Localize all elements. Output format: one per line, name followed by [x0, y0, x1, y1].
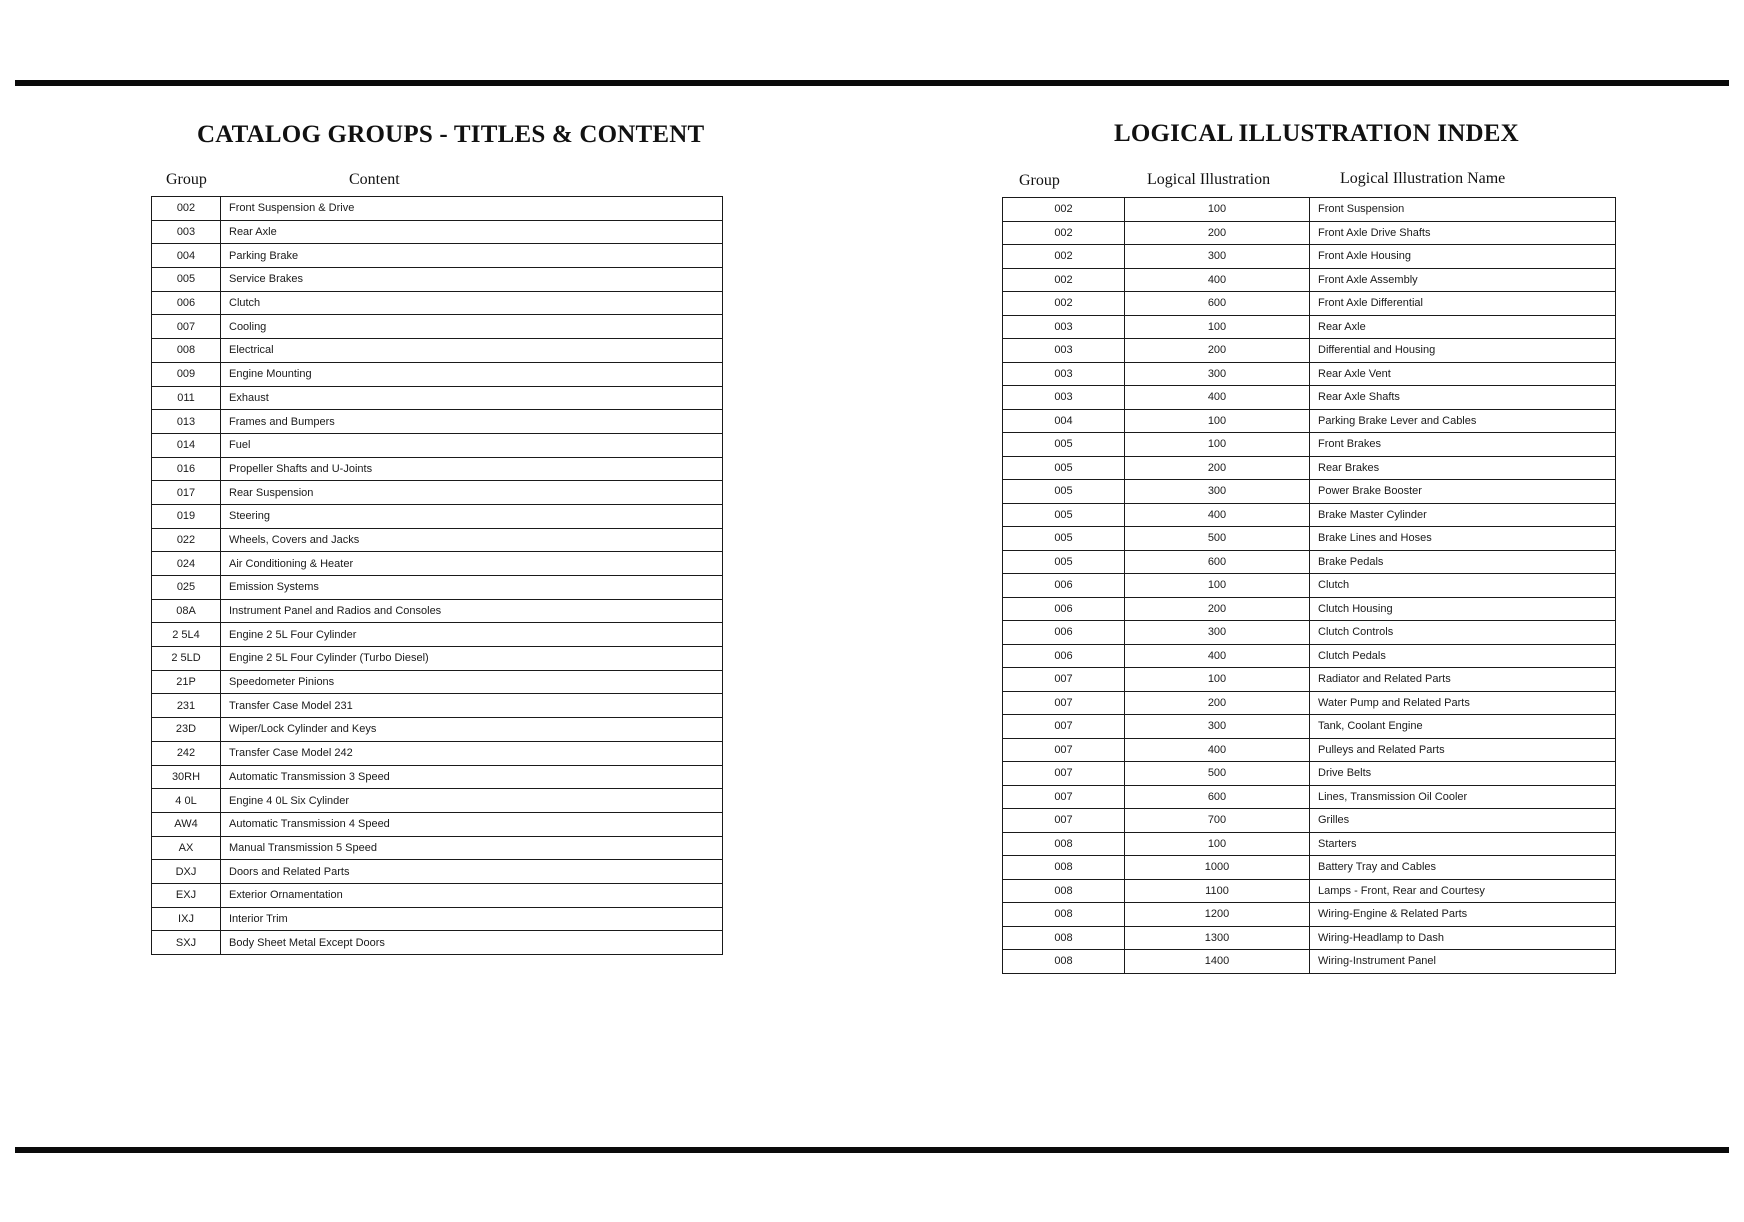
- table-row: [152, 694, 723, 718]
- logical-illustration-name-cell: Grilles: [1310, 809, 1616, 833]
- logical-illustration-name-cell: Battery Tray and Cables: [1310, 856, 1616, 880]
- logical-illustration-name-cell: Power Brake Booster: [1310, 480, 1616, 504]
- table-row: [152, 457, 723, 481]
- table-row: [152, 291, 723, 315]
- logical-illustration-name-cell: Wiring-Instrument Panel: [1310, 950, 1616, 974]
- table-row: [1003, 245, 1616, 269]
- content-cell: Electrical: [221, 339, 723, 363]
- table-row: [152, 931, 723, 955]
- group-cell: EXJ: [152, 883, 221, 907]
- logical-illustration-cell: 100: [1125, 198, 1310, 222]
- table-row: [152, 883, 723, 907]
- logical-illustration-cell: 300: [1125, 715, 1310, 739]
- content-cell: Transfer Case Model 242: [221, 741, 723, 765]
- group-cell: 007: [1003, 668, 1125, 692]
- table-row: [152, 623, 723, 647]
- table-row: [1003, 856, 1616, 880]
- logical-illustration-cell: 100: [1125, 433, 1310, 457]
- group-cell: 242: [152, 741, 221, 765]
- content-cell: Wiper/Lock Cylinder and Keys: [221, 718, 723, 742]
- logical-illustration-cell: 600: [1125, 292, 1310, 316]
- logical-illustration-name-cell: Starters: [1310, 832, 1616, 856]
- content-cell: Engine 2 5L Four Cylinder: [221, 623, 723, 647]
- logical-illustration-cell: 100: [1125, 409, 1310, 433]
- table-row: [1003, 715, 1616, 739]
- left-header-group: Group: [166, 171, 207, 188]
- logical-illustration-cell: 1400: [1125, 950, 1310, 974]
- table-row: [152, 789, 723, 813]
- group-cell: 017: [152, 481, 221, 505]
- table-row: [1003, 339, 1616, 363]
- table-row: [1003, 362, 1616, 386]
- logical-illustration-name-cell: Parking Brake Lever and Cables: [1310, 409, 1616, 433]
- logical-illustration-name-cell: Clutch: [1310, 574, 1616, 598]
- group-cell: 008: [1003, 832, 1125, 856]
- logical-illustration-cell: 300: [1125, 480, 1310, 504]
- logical-illustration-cell: 1300: [1125, 926, 1310, 950]
- content-cell: Manual Transmission 5 Speed: [221, 836, 723, 860]
- group-cell: IXJ: [152, 907, 221, 931]
- logical-illustration-cell: 300: [1125, 245, 1310, 269]
- logical-illustration-cell: 700: [1125, 809, 1310, 833]
- catalog-groups-table: [151, 196, 723, 955]
- group-cell: 006: [1003, 597, 1125, 621]
- table-row: [152, 765, 723, 789]
- logical-illustration-name-cell: Clutch Controls: [1310, 621, 1616, 645]
- table-row: [152, 268, 723, 292]
- table-row: [1003, 221, 1616, 245]
- table-row: [152, 599, 723, 623]
- logical-illustration-index-title: LOGICAL ILLUSTRATION INDEX: [1114, 120, 1519, 147]
- group-cell: 006: [1003, 574, 1125, 598]
- logical-illustration-cell: 600: [1125, 785, 1310, 809]
- table-row: [152, 362, 723, 386]
- logical-illustration-cell: 100: [1125, 832, 1310, 856]
- content-cell: Exterior Ornamentation: [221, 883, 723, 907]
- table-row: [1003, 433, 1616, 457]
- table-row: [1003, 738, 1616, 762]
- logical-illustration-name-cell: Front Brakes: [1310, 433, 1616, 457]
- logical-illustration-cell: 400: [1125, 738, 1310, 762]
- table-row: [1003, 644, 1616, 668]
- logical-illustration-name-cell: Water Pump and Related Parts: [1310, 691, 1616, 715]
- table-row: [1003, 950, 1616, 974]
- table-row: [1003, 409, 1616, 433]
- table-row: [1003, 809, 1616, 833]
- content-cell: Front Suspension & Drive: [221, 197, 723, 221]
- group-cell: 003: [1003, 315, 1125, 339]
- group-cell: SXJ: [152, 931, 221, 955]
- content-cell: Engine 2 5L Four Cylinder (Turbo Diesel): [221, 647, 723, 671]
- group-cell: 007: [1003, 738, 1125, 762]
- logical-illustration-name-cell: Brake Master Cylinder: [1310, 503, 1616, 527]
- content-cell: Emission Systems: [221, 576, 723, 600]
- content-cell: Automatic Transmission 4 Speed: [221, 812, 723, 836]
- table-row: [152, 836, 723, 860]
- group-cell: 231: [152, 694, 221, 718]
- content-cell: Fuel: [221, 433, 723, 457]
- group-cell: 019: [152, 504, 221, 528]
- group-cell: 007: [1003, 809, 1125, 833]
- content-cell: Service Brakes: [221, 268, 723, 292]
- logical-illustration-name-cell: Rear Axle Vent: [1310, 362, 1616, 386]
- group-cell: 002: [1003, 198, 1125, 222]
- group-cell: 007: [1003, 762, 1125, 786]
- group-cell: 2 5LD: [152, 647, 221, 671]
- table-row: [1003, 574, 1616, 598]
- table-row: [1003, 879, 1616, 903]
- group-cell: 005: [1003, 480, 1125, 504]
- table-row: [1003, 621, 1616, 645]
- logical-illustration-cell: 100: [1125, 315, 1310, 339]
- content-cell: Engine Mounting: [221, 362, 723, 386]
- group-cell: 005: [1003, 550, 1125, 574]
- table-row: [152, 220, 723, 244]
- content-cell: Wheels, Covers and Jacks: [221, 528, 723, 552]
- table-row: [1003, 386, 1616, 410]
- logical-illustration-name-cell: Clutch Pedals: [1310, 644, 1616, 668]
- logical-illustration-cell: 1000: [1125, 856, 1310, 880]
- group-cell: 004: [152, 244, 221, 268]
- group-cell: 005: [1003, 527, 1125, 551]
- table-row: [152, 197, 723, 221]
- table-row: [152, 670, 723, 694]
- table-row: [1003, 550, 1616, 574]
- group-cell: 005: [1003, 456, 1125, 480]
- logical-illustration-name-cell: Brake Pedals: [1310, 550, 1616, 574]
- logical-illustration-name-cell: Front Suspension: [1310, 198, 1616, 222]
- table-row: [1003, 503, 1616, 527]
- group-cell: 004: [1003, 409, 1125, 433]
- group-cell: 008: [1003, 879, 1125, 903]
- table-row: [152, 386, 723, 410]
- group-cell: 21P: [152, 670, 221, 694]
- bottom-rule: [15, 1147, 1729, 1153]
- group-cell: 30RH: [152, 765, 221, 789]
- group-cell: 008: [1003, 950, 1125, 974]
- logical-illustration-cell: 300: [1125, 621, 1310, 645]
- group-cell: 007: [1003, 691, 1125, 715]
- right-header-logical-illustration-name: Logical Illustration Name: [1340, 170, 1506, 187]
- group-cell: 014: [152, 433, 221, 457]
- content-cell: Engine 4 0L Six Cylinder: [221, 789, 723, 813]
- content-cell: Cooling: [221, 315, 723, 339]
- group-cell: DXJ: [152, 860, 221, 884]
- logical-illustration-cell: 400: [1125, 644, 1310, 668]
- logical-illustration-cell: 200: [1125, 456, 1310, 480]
- logical-illustration-cell: 100: [1125, 668, 1310, 692]
- table-row: [1003, 198, 1616, 222]
- logical-illustration-name-cell: Front Axle Differential: [1310, 292, 1616, 316]
- group-cell: 008: [152, 339, 221, 363]
- content-cell: Doors and Related Parts: [221, 860, 723, 884]
- top-rule: [15, 80, 1729, 86]
- table-row: [152, 812, 723, 836]
- table-row: [152, 504, 723, 528]
- table-row: [152, 860, 723, 884]
- group-cell: 008: [1003, 926, 1125, 950]
- logical-illustration-cell: 400: [1125, 268, 1310, 292]
- group-cell: 23D: [152, 718, 221, 742]
- logical-illustration-name-cell: Front Axle Drive Shafts: [1310, 221, 1616, 245]
- group-cell: 007: [1003, 715, 1125, 739]
- table-row: [152, 433, 723, 457]
- group-cell: 002: [1003, 268, 1125, 292]
- table-row: [152, 576, 723, 600]
- group-cell: 006: [152, 291, 221, 315]
- logical-illustration-cell: 300: [1125, 362, 1310, 386]
- table-row: [1003, 597, 1616, 621]
- logical-illustration-cell: 500: [1125, 527, 1310, 551]
- logical-illustration-name-cell: Rear Axle Shafts: [1310, 386, 1616, 410]
- group-cell: 009: [152, 362, 221, 386]
- logical-illustration-name-cell: Pulleys and Related Parts: [1310, 738, 1616, 762]
- logical-illustration-name-cell: Wiring-Engine & Related Parts: [1310, 903, 1616, 927]
- group-cell: 016: [152, 457, 221, 481]
- content-cell: Steering: [221, 504, 723, 528]
- group-cell: 002: [1003, 245, 1125, 269]
- table-row: [1003, 315, 1616, 339]
- content-cell: Transfer Case Model 231: [221, 694, 723, 718]
- group-cell: 006: [1003, 644, 1125, 668]
- logical-illustration-name-cell: Differential and Housing: [1310, 339, 1616, 363]
- table-row: [1003, 903, 1616, 927]
- content-cell: Clutch: [221, 291, 723, 315]
- content-cell: Parking Brake: [221, 244, 723, 268]
- group-cell: 08A: [152, 599, 221, 623]
- logical-illustration-cell: 200: [1125, 597, 1310, 621]
- table-row: [1003, 668, 1616, 692]
- logical-illustration-cell: 100: [1125, 574, 1310, 598]
- content-cell: Body Sheet Metal Except Doors: [221, 931, 723, 955]
- group-cell: 007: [1003, 785, 1125, 809]
- logical-illustration-cell: 1100: [1125, 879, 1310, 903]
- logical-illustration-cell: 400: [1125, 386, 1310, 410]
- table-row: [152, 410, 723, 434]
- group-cell: 011: [152, 386, 221, 410]
- logical-illustration-cell: 200: [1125, 691, 1310, 715]
- content-cell: Automatic Transmission 3 Speed: [221, 765, 723, 789]
- table-row: [152, 528, 723, 552]
- group-cell: 005: [1003, 503, 1125, 527]
- table-row: [152, 339, 723, 363]
- group-cell: 022: [152, 528, 221, 552]
- logical-illustration-cell: 400: [1125, 503, 1310, 527]
- logical-illustration-cell: 500: [1125, 762, 1310, 786]
- table-row: [152, 647, 723, 671]
- logical-illustration-name-cell: Clutch Housing: [1310, 597, 1616, 621]
- group-cell: 006: [1003, 621, 1125, 645]
- table-row: [1003, 832, 1616, 856]
- table-row: [1003, 292, 1616, 316]
- logical-illustration-name-cell: Wiring-Headlamp to Dash: [1310, 926, 1616, 950]
- table-row: [1003, 762, 1616, 786]
- table-row: [1003, 480, 1616, 504]
- group-cell: AW4: [152, 812, 221, 836]
- group-cell: 008: [1003, 856, 1125, 880]
- table-row: [1003, 268, 1616, 292]
- table-row: [152, 244, 723, 268]
- group-cell: 002: [1003, 292, 1125, 316]
- table-row: [152, 552, 723, 576]
- logical-illustration-name-cell: Lamps - Front, Rear and Courtesy: [1310, 879, 1616, 903]
- table-row: [1003, 691, 1616, 715]
- logical-illustration-name-cell: Drive Belts: [1310, 762, 1616, 786]
- content-cell: Rear Axle: [221, 220, 723, 244]
- logical-illustration-name-cell: Rear Axle: [1310, 315, 1616, 339]
- right-header-group: Group: [1019, 172, 1060, 189]
- content-cell: Rear Suspension: [221, 481, 723, 505]
- group-cell: AX: [152, 836, 221, 860]
- left-header-content: Content: [349, 171, 400, 188]
- group-cell: 003: [1003, 362, 1125, 386]
- group-cell: 005: [1003, 433, 1125, 457]
- logical-illustration-table: [1002, 197, 1616, 974]
- logical-illustration-name-cell: Brake Lines and Hoses: [1310, 527, 1616, 551]
- content-cell: Instrument Panel and Radios and Consoles: [221, 599, 723, 623]
- logical-illustration-name-cell: Rear Brakes: [1310, 456, 1616, 480]
- group-cell: 003: [1003, 386, 1125, 410]
- content-cell: Frames and Bumpers: [221, 410, 723, 434]
- table-row: [152, 315, 723, 339]
- group-cell: 024: [152, 552, 221, 576]
- group-cell: 4 0L: [152, 789, 221, 813]
- group-cell: 007: [152, 315, 221, 339]
- logical-illustration-cell: 200: [1125, 339, 1310, 363]
- group-cell: 002: [152, 197, 221, 221]
- content-cell: Interior Trim: [221, 907, 723, 931]
- group-cell: 005: [152, 268, 221, 292]
- group-cell: 008: [1003, 903, 1125, 927]
- table-row: [1003, 926, 1616, 950]
- logical-illustration-cell: 200: [1125, 221, 1310, 245]
- table-row: [1003, 785, 1616, 809]
- table-row: [1003, 456, 1616, 480]
- table-row: [152, 481, 723, 505]
- group-cell: 002: [1003, 221, 1125, 245]
- content-cell: Exhaust: [221, 386, 723, 410]
- logical-illustration-name-cell: Radiator and Related Parts: [1310, 668, 1616, 692]
- catalog-groups-title: CATALOG GROUPS - TITLES & CONTENT: [197, 121, 705, 148]
- table-row: [152, 741, 723, 765]
- group-cell: 013: [152, 410, 221, 434]
- content-cell: Propeller Shafts and U-Joints: [221, 457, 723, 481]
- right-header-logical-illustration: Logical Illustration: [1147, 171, 1271, 188]
- group-cell: 2 5L4: [152, 623, 221, 647]
- group-cell: 003: [1003, 339, 1125, 363]
- content-cell: Speedometer Pinions: [221, 670, 723, 694]
- logical-illustration-name-cell: Lines, Transmission Oil Cooler: [1310, 785, 1616, 809]
- logical-illustration-name-cell: Front Axle Assembly: [1310, 268, 1616, 292]
- table-row: [152, 718, 723, 742]
- group-cell: 025: [152, 576, 221, 600]
- logical-illustration-cell: 1200: [1125, 903, 1310, 927]
- logical-illustration-name-cell: Tank, Coolant Engine: [1310, 715, 1616, 739]
- logical-illustration-name-cell: Front Axle Housing: [1310, 245, 1616, 269]
- logical-illustration-cell: 600: [1125, 550, 1310, 574]
- group-cell: 003: [152, 220, 221, 244]
- content-cell: Air Conditioning & Heater: [221, 552, 723, 576]
- table-row: [152, 907, 723, 931]
- table-row: [1003, 527, 1616, 551]
